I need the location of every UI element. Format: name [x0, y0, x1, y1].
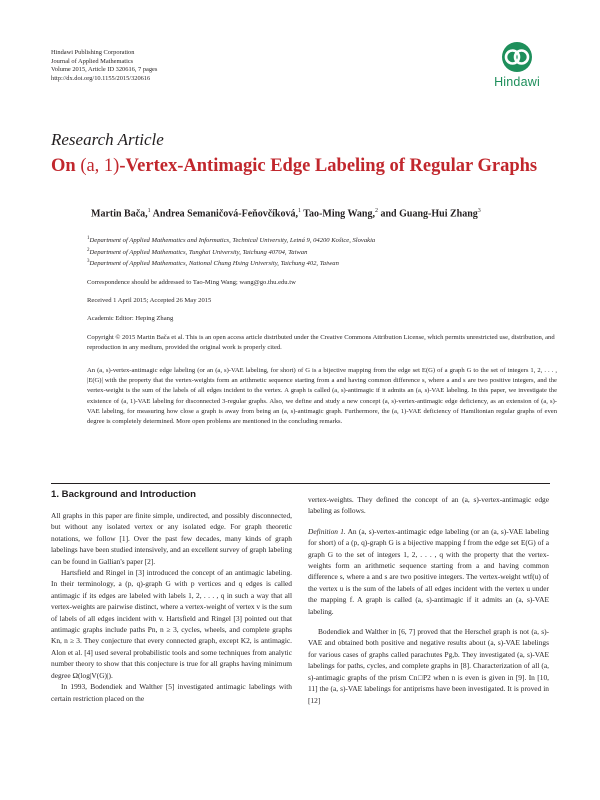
article-title	[51, 156, 537, 177]
affiliation-text: Department of Applied Mathematics, Tunghai University, Taichung 40704, Taiwan	[89, 249, 308, 257]
paragraph: Hartsfield and Ringel in [3] introduced the concept of an antimagic labeling. In their terminology, a (p, q)-graph G with p vertices and q edges is called antimagic if its edges are labeled with labels 1, 2, . . . , q in such a way that all vertex-weights are pairwise distinct, where a vertex-weight of vertex v is the sum of labels of all edges incident with v. Hartsfield and Ringel [3] pointed out that antimagic graphs include paths Pn, n ≥ 3, cycles, wheels, and complete graphs Kn, n ≥ 3. They conjecture that every connected graph, except K2, is antimagic. Alon et al. [4] used several probabilistic tools and some techniques from analytic number theory to show that this conjecture is true for all graphs having minimum degree Ω(log|V(G)|).	[51, 568, 292, 680]
author-list	[91, 208, 481, 219]
affiliation-text: Department of Applied Mathematics and Informatics, Technical University, Letná 9, 04200 Košice, Slovakia	[89, 237, 376, 245]
definition-label: Definition 1.	[308, 526, 346, 536]
article-type: Research Article	[51, 130, 164, 149]
author-name: and Guang-Hui Zhang	[378, 208, 478, 220]
paragraph: All graphs in this paper are finite simple, undirected, and possibly disconnected, but without any isolated vertex or any isolated edge. For graph theoretic notations, we follow [1]. Over the past few decades, many kinds of graph labelings have been studied intensively, and an excellent survey of graph labeling can be found in Gallian's paper [2].	[51, 511, 292, 566]
title-notation: (a, 1)	[80, 156, 120, 176]
definition-text: An (a, s)-vertex-antimagic edge labeling (or an (a, s)-VAE labeling for short) of a (p, q)-graph G is a bijective mapping f from the edge set E(G) of a graph G to the set of integers 1, 2, . . . , q with the property that the vertex-weights form an arithmetic sequence starting from a and having common difference s, where a and s are two positive integers. The vertex-weight wtf(u) of the vertex u is the sum of the labels of all edges incident with the vertex u under the mapping f. A graph is called (a, s)-antimagic if it admits an (a, s)-VAE labeling.	[308, 526, 549, 616]
dates: Received 1 April 2015; Accepted 26 May 2015	[87, 297, 212, 304]
paragraph: vertex-weights. They defined the concept of an (a, s)-vertex-antimagic edge labeling as follows.	[308, 495, 549, 516]
title-rest: -Vertex-Antimagic Edge Labeling of Regular Graphs	[119, 156, 538, 176]
author-name: Martin Bača,	[91, 208, 148, 220]
definition	[308, 526, 549, 617]
affiliation-mark: 1	[87, 236, 90, 241]
author-name: Tao-Ming Wang,	[300, 208, 375, 220]
academic-editor: Academic Editor: Heping Zhang	[87, 315, 174, 322]
section-heading: 1. Background and Introduction	[51, 489, 196, 500]
doi-link[interactable]: http://dx.doi.org/10.1155/2015/320616	[51, 74, 151, 82]
author-affil-mark: 2	[375, 208, 378, 214]
publisher-name: Hindawi Publishing Corporation	[51, 49, 135, 56]
journal-header	[51, 49, 157, 83]
author-affil-mark: 3	[477, 208, 481, 214]
affiliation-mark: 3	[87, 259, 90, 264]
volume-info: Volume 2015, Article ID 320616, 7 pages	[51, 66, 158, 74]
affiliation	[87, 248, 307, 256]
correspondence: Correspondence should be addressed to Tao-Ming Wang; wang@go.thu.edu.tw	[87, 279, 296, 286]
paragraph: Bodendiek and Walther in [6, 7] proved that the Herschel graph is not (a, s)-VAE and obtained both positive and negative results about (a, s)-VAE labelings for various cases of graphs called parachutes Pg,b. They investigated (a, s)-VAE labelings for paths, cycles, and complete graphs in [8]. Characterization of all (a, s)-antimagic graphs of the prism Cn□P2 when n is even is given in [9]. In [10, 11] the (a, s)-VAE labelings for antiprisms have been investigated. It is proved in [12]	[308, 627, 549, 705]
copyright-notice: Copyright © 2015 Martin Bača et al. This is an open access article distributed under the Creative Commons Attribution License, which permits unrestricted use, distribution, and reproduction in any medium, provided the original work is properly cited.	[87, 334, 555, 351]
body-column-right	[308, 494, 549, 706]
abstract: An (a, s)-vertex-antimagic edge labeling (or an (a, s)-VAE labeling, for short) of G is a bijective mapping from the edge set E(G) of a graph G to the set of integers 1, 2, . . . , |E(G)| with the property that the vertex-weights form an arithmetic sequence starting from a and having common difference s, where a and s are two positive integers, and the vertex-weight is the sum of the labels of all edges incident to the vertex. A graph is called (a, s)-antimagic if it admits an (a, s)-VAE labeling. In this paper, we investigate the existence of (a, 1)-VAE labeling for disconnected 3-regular graphs. Also, we define and study a new concept (a, s)-vertex-antimagic edge deficiency, as an extension of (a, s)-VAE labeling, for measuring how close a graph is away from being an (a, s)-antimagic graph. Furthermore, the (a, 1)-VAE deficiency of Hamiltonian regular graphs of even degree is completely determined. More open problems are mentioned in the concluding remarks.	[87, 367, 557, 426]
affiliation	[87, 236, 375, 244]
title-on: On	[51, 156, 81, 176]
hindawi-logo-icon	[500, 40, 534, 74]
logo-text: Hindawi	[494, 75, 540, 89]
paragraph: In 1993, Bodendiek and Walther [5] investigated antimagic labelings with certain restriction placed on the	[51, 682, 292, 703]
author-affil-mark: 1	[297, 208, 301, 214]
affiliation-text: Department of Applied Mathematics, National Chung Hsing University, Taichung 402, Taiwan	[89, 260, 339, 268]
author-affil-mark: 1	[147, 208, 151, 214]
hindawi-logo	[487, 40, 547, 102]
affiliation-mark: 2	[87, 248, 90, 253]
journal-name: Journal of Applied Mathematics	[51, 57, 134, 65]
affiliation	[87, 259, 339, 267]
divider	[51, 483, 550, 484]
author-name: Andrea Semaničová-Feňovčíková,	[150, 208, 298, 220]
body-column-left	[51, 510, 292, 704]
